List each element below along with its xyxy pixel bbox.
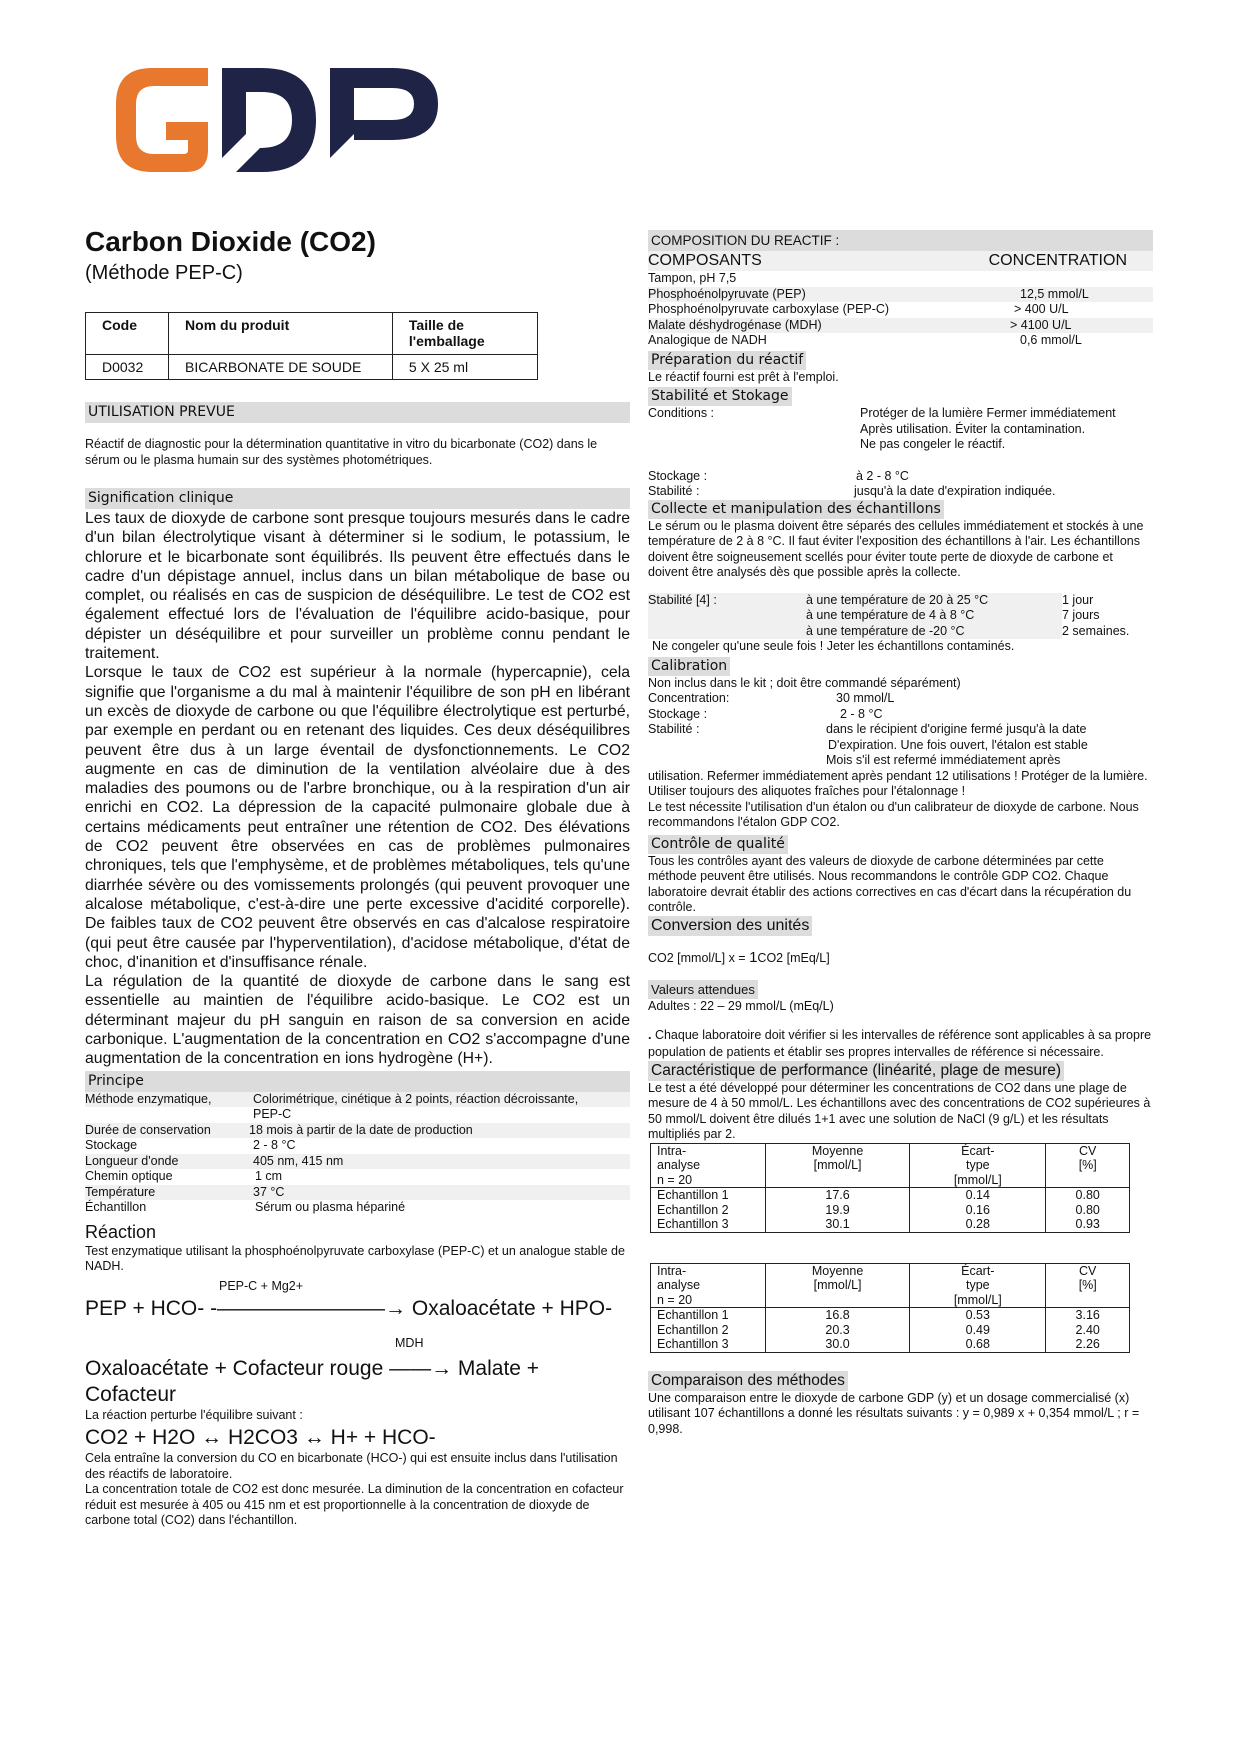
composition-col1: COMPOSANTS (648, 252, 762, 269)
calibration-stock: Stockage : 2 - 8 °C (648, 706, 883, 721)
principe-row: Échantillon Sérum ou plasma hépariné (85, 1200, 406, 1215)
reaction-eq3-intro: La réaction perturbe l'équilibre suivant : (85, 1407, 303, 1422)
collecte-stabilite-row: à une température de -20 °C 2 semaines. (648, 624, 1153, 640)
controle-heading: Contrôle de qualité (648, 835, 788, 854)
principe-row: Méthode enzymatique, Colorimétrique, cinétique à 2 points, réaction décroissante, (85, 1092, 630, 1108)
clinique-p1: Les taux de dioxyde de carbone sont presque toujours mesurés dans le cadre d'un bilan électrolytique visant à déterminer si le sodium, le potassium, le chlorure et le bicarbonate sont équilibrés. Ils peuvent être effectués dans le cadre d'un dépistage annuel, inclus dans un bilan métabolique de base ou complet, ou réalisés en cas de suspicion de déséquilibre. Le test de CO2 est également effectué lors de l'évaluation de l'équilibre acido-basique, pour dépister un déséquilibre et pour surveiller un problème connu pendant le traitement. (85, 510, 630, 663)
principe-row: Chemin optique 1 cm (85, 1169, 283, 1184)
clinique-p3: La régulation de la quantité de dioxyde de carbone dans le sang est essentielle au maintien de l'équilibre acido-basique. Le CO2 est un déterminant majeur du pH sanguin en raison de sa conversion en acide carbonique. L'augmentation de la concentration en CO2 s'accompagne d'une augmentation de la concentration en ions hydrogène (H+). (85, 973, 630, 1068)
conversion-formula: CO2 [mmol/L] x = 1CO2 [mEq/L] (648, 948, 830, 966)
composition-heading: COMPOSITION DU REACTIF : (648, 230, 1153, 251)
calibration-p1: utilisation. Refermer immédiatement après pendant 12 utilisations ! Protéger de la lumière. Utiliser toujours des aliquotes fraîches pour l'étalonnage ! (648, 768, 1148, 798)
table-row: Echantillon 1 16.8 0.53 3.16 (651, 1308, 1130, 1323)
product-size: 5 X 25 ml (392, 355, 537, 380)
table-row: Echantillon 3 30.1 0.28 0.93 (651, 1217, 1130, 1232)
composition-row: Analogique de NADH 0,6 mmol/L (648, 333, 1082, 347)
composition-columns (648, 251, 1153, 271)
performance-text: Le test a été développé pour déterminer les concentrations de CO2 dans une plage de mesure de 4 à 50 mmol/L. Les échantillons avec des concentrations de CO2 supérieures à 50 mmol/L doivent être dilués 1+1 avec une solution de NaCl (9 g/L) et les résultats multipliés par 2. (648, 1080, 1151, 1141)
composition-col2: CONCENTRATION (988, 252, 1127, 269)
conversion-heading: Conversion des unités (648, 916, 812, 936)
reaction-eq1: PEP + HCO- -————————→ Oxaloacétate + HPO- (85, 1297, 613, 1321)
performance-table-1: Intra- analyse n = 20 Moyenne [mmol/L] Écart- type [mmol/L] CV [%] Echantillon 1 17.6 0.14 0.80 Echantillon 2 19.9 0.16 0.80 Echantillon 3 30.1 0.28 0.93 (650, 1143, 1130, 1233)
principe-row: Longueur d'onde 405 nm, 415 nm (85, 1154, 630, 1170)
composition-row: Tampon, pH 7,5 (648, 271, 737, 285)
reaction-eq2-enzyme: MDH (395, 1336, 424, 1351)
reaction-p1: Cela entraîne la conversion du CO en bicarbonate (HCO-) qui est ensuite inclus dans l'utilisation des réactifs de laboratoire. (85, 1451, 618, 1481)
reaction-eq3: CO2 + H2O ↔ H2CO3 ↔ H+ + HCO- (85, 1426, 436, 1450)
reaction-eq2: Oxaloacétate + Cofacteur rouge ——→ Malate + Cofacteur (85, 1356, 540, 1406)
calibration-stab: Stabilité : dans le récipient d'origine fermé jusqu'à la date D'expiration. Une fois ouvert, l'étalon est stable Mois s'il est refermé immédiatement après (648, 722, 1088, 767)
principe-row: Stockage 2 - 8 °C (85, 1138, 296, 1153)
stabilite-conditions: Conditions : Protéger de la lumière Fermer immédiatement Après utilisation. Éviter la contamination. Ne pas congeler le réactif. (648, 406, 1116, 451)
collecte-stabilite-row: à une température de 4 à 8 °C 7 jours (648, 608, 1153, 624)
valeurs-adult: Adultes : 22 – 29 mmol/L (mEq/L) (648, 999, 834, 1013)
composition-row: Phosphoénolpyruvate (PEP) 12,5 mmol/L (648, 287, 1153, 303)
valeurs-heading: Valeurs attendues (648, 980, 758, 999)
calibration-l1: Non inclus dans le kit ; doit être commandé séparément) (648, 675, 961, 690)
table-row: Echantillon 1 17.6 0.14 0.80 (651, 1188, 1130, 1203)
collecte-text: Le sérum ou le plasma doivent être séparés des cellules immédiatement et stockés à une température de 2 à 8 °C. Il faut éviter l'exposition des échantillons à l'air. Les échantillons doivent être soigneusement scellés pour éviter toute perte de dioxyde de carbone et doivent être analysés dès que possible après la collecte. (648, 518, 1144, 579)
product-header-name: Nom du produit (169, 313, 393, 355)
collecte-stabilite: Stabilité [4] : à une température de 20 à 25 °C 1 jour (648, 592, 1094, 607)
product-header-size: Taille de l'emballage (392, 313, 537, 355)
page-title: Carbon Dioxide (CO2) (85, 226, 376, 257)
calibration-conc: Concentration: 30 mmol/L (648, 691, 895, 705)
composition-list (648, 271, 1153, 349)
stabilite-stockage: Stockage : à 2 - 8 °C (648, 468, 909, 483)
clinique-p2: Lorsque le taux de CO2 est supérieur à la normale (hypercapnie), cela signifie que l'organisme a du mal à maintenir l'équilibre de son pH en libérant un excès de dioxyde de carbone ou que l'équilibre électrolytique est perturbé, par exemple en perdant ou en retenant des liquides. Ces deux déséquilibres peuvent être dus à un large éventail de dysfonctionnements. Le CO2 augmente en cas de diminution de la ventilation alvéolaire due à des maladies des poumons ou de l'arbre bronchique, ou à la respiration d'un air enrichi en CO2. La dépression de la capacité pulmonaire globale due à certains médicaments peut entraîner une rétention de CO2. Des élévations de CO2 peuvent être observées en cas de problèmes pulmonaires chroniques, tels que l'emphysème, et de problèmes métaboliques, tels qu'une diarrhée sévère ou des vomissements prolongés (qui peuvent provoquer une alcalose métabolique, c'est-à-dire une perte excessive d'acidité corporelle). De faibles taux de CO2 peuvent être observés en cas d'alcalose respiratoire (qui peut être causée par l'hyperventilation), d'acidose métabolique, d'état de choc, d'inanition et d'insuffisance rénale. (85, 664, 630, 971)
clinique-heading: Signification clinique (85, 488, 630, 509)
comparaison-text: Une comparaison entre le dioxyde de carbone GDP (y) et un dosage commercialisé (x) utilisant 107 échantillons a donné les résultats suivants : y = 0,989 x + 0,354 mmol/L ; r = 0,998. (648, 1390, 1140, 1436)
principe-heading: Principe (85, 1071, 630, 1092)
table-row: Echantillon 3 30.0 0.68 2.26 (651, 1337, 1130, 1352)
principe-row: Température 37 °C (85, 1185, 630, 1201)
utilisation-text: Réactif de diagnostic pour la détermination quantitative in vitro du bicarbonate (CO2) dans le sérum ou le plasma humain sur des systèmes photométriques. (85, 437, 598, 467)
reaction-p2: La concentration totale de CO2 est donc mesurée. La diminution de la concentration en cofacteur réduit est mesurée à 405 ou 415 nm et est proportionnelle à la concentration de dioxyde de carbone total (CO2) dans l'échantillon. (85, 1482, 624, 1528)
calibration-heading: Calibration (648, 657, 730, 676)
collecte-heading: Collecte et manipulation des échantillons (648, 500, 944, 519)
left-column (85, 226, 630, 1529)
stabilite-heading: Stabilité et Stokage (648, 387, 792, 406)
stabilite-stabilite: Stabilité : jusqu'à la date d'expiration indiquée. (648, 484, 1056, 498)
reaction-heading: Réaction (85, 1221, 157, 1242)
performance-heading: Caractéristique de performance (linéarité, plage de mesure) (648, 1061, 1064, 1081)
preparation-text: Le réactif fourni est prêt à l'emploi. (648, 369, 839, 384)
product-table (85, 312, 538, 380)
controle-text: Tous les contrôles ayant des valeurs de dioxyde de carbone déterminées par cette méthode peuvent être utilisés. Nous recommandons le contrôle GDP CO2. Chaque laboratoire devrait établir des actions correctives en cas d'écart dans la récupération du contrôle. (648, 853, 1132, 914)
performance-table-2: Intra- analyse n = 20 Moyenne [mmol/L] Écart- type [mmol/L] CV [%] Echantillon 1 16.8 0.53 3.16 Echantillon 2 20.3 0.49 2.40 Echantillon 3 30.0 0.68 2.26 (650, 1263, 1130, 1353)
principe-row: PEP-C (253, 1107, 292, 1122)
reaction-intro: Test enzymatique utilisant la phosphoénolpyruvate carboxylase (PEP-C) et un analogue stable de NADH. (85, 1243, 625, 1274)
calibration-p2: Le test nécessite l'utilisation d'un étalon ou d'un calibrateur de dioxyde de carbone. Nous recommandons l'étalon GDP CO2. (648, 799, 1139, 829)
principe-list (85, 1092, 630, 1216)
reaction-eq1-enzyme: PEP-C + Mg2+ (219, 1278, 304, 1293)
page-subtitle: (Méthode PEP-C) (85, 262, 243, 284)
table-row: Echantillon 2 20.3 0.49 2.40 (651, 1323, 1130, 1338)
comparaison-heading: Comparaison des méthodes (648, 1371, 848, 1391)
table-row: Echantillon 2 19.9 0.16 0.80 (651, 1203, 1130, 1218)
collecte-note: Ne congeler qu'une seule fois ! Jeter les échantillons contaminés. (652, 639, 1015, 653)
product-header-code: Code (86, 313, 169, 355)
composition-row: Malate déshydrogénase (MDH) > 4100 U/L (648, 318, 1153, 334)
product-name: BICARBONATE DE SOUDE (169, 355, 393, 380)
gdp-logo (112, 64, 452, 176)
principe-row: Durée de conservation 18 mois à partir de la date de production (85, 1123, 630, 1139)
right-column (648, 230, 1153, 1437)
valeurs-note: . Chaque laboratoire doit vérifier si les intervalles de référence sont applicables à sa propre population de patients et établir ses propres intervalles de référence si nécessaire. (648, 1027, 1152, 1059)
product-code: D0032 (86, 355, 169, 380)
preparation-heading: Préparation du réactif (648, 351, 806, 370)
utilisation-heading: UTILISATION PREVUE (85, 402, 630, 423)
composition-row: Phosphoénolpyruvate carboxylase (PEP-C) > 400 U/L (648, 302, 1069, 316)
